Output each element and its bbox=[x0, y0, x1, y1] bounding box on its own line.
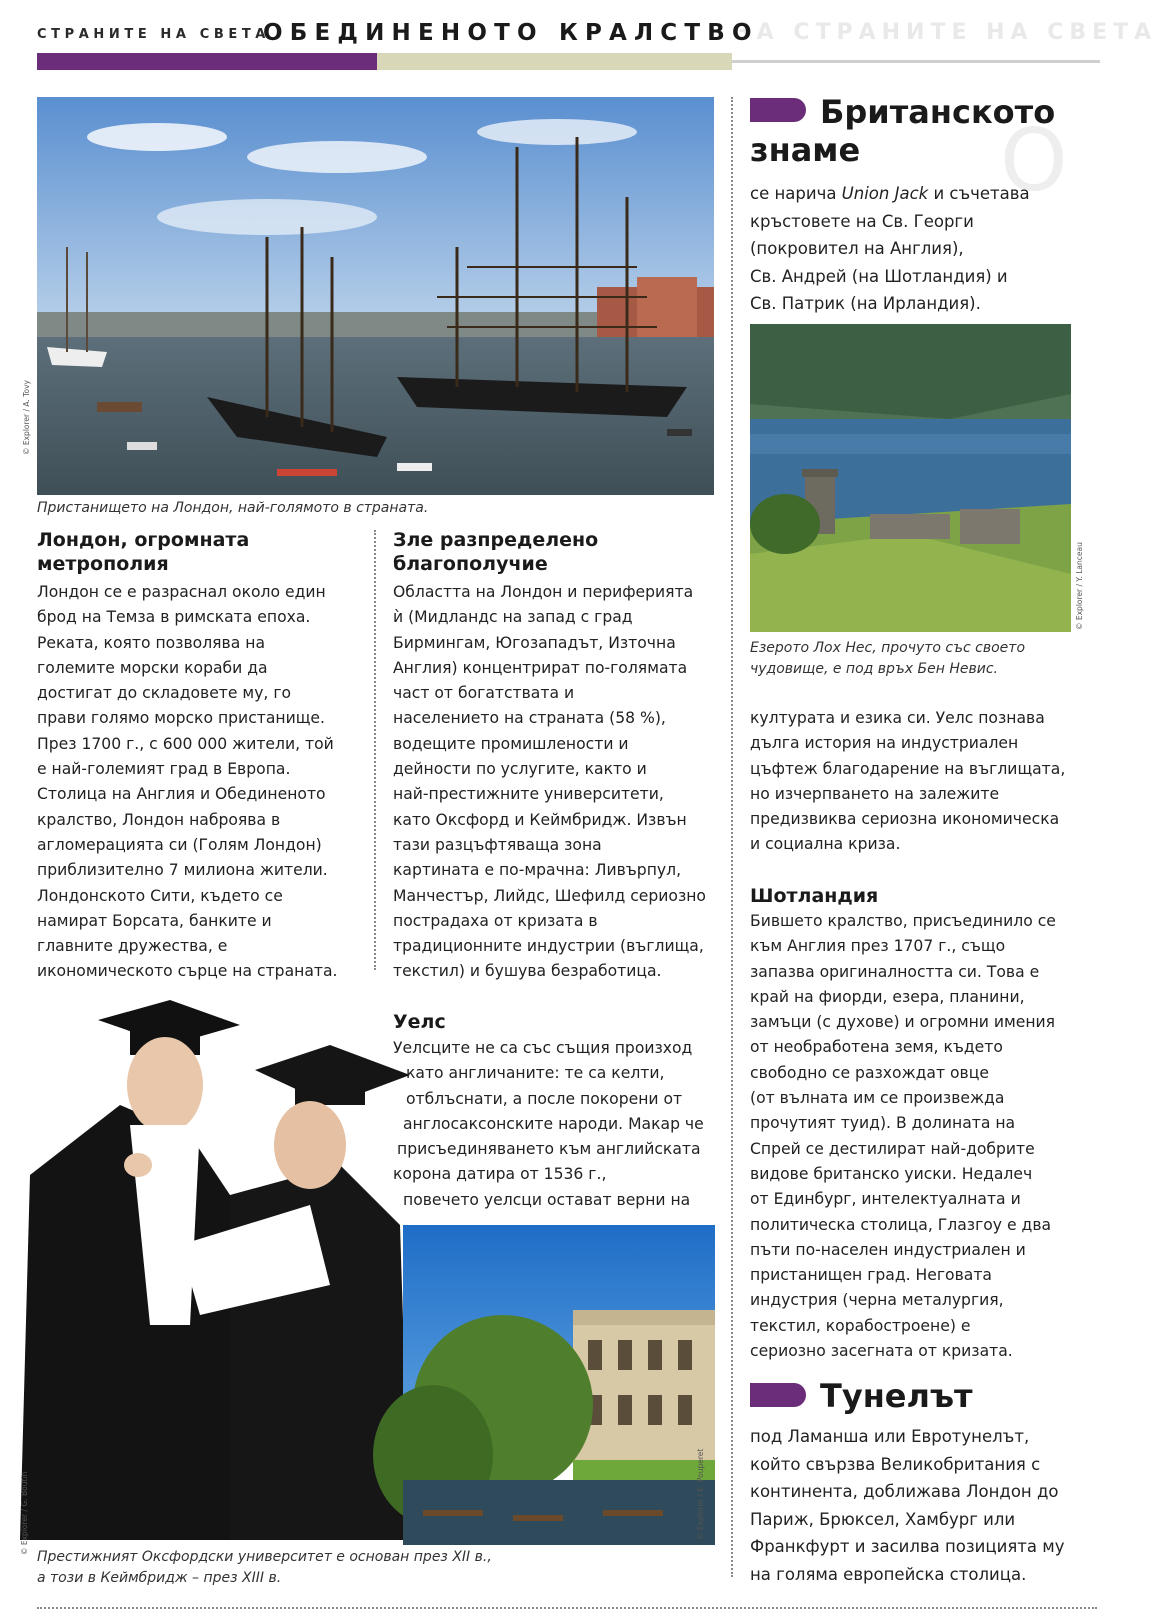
wales-cont-line: и социална криза. bbox=[750, 835, 901, 854]
scotland-line: към Англия през 1707 г., също bbox=[750, 937, 1006, 956]
loch-ness-caption-line-1: Езерото Лох Нес, прочуто със своето bbox=[750, 640, 1026, 656]
scotland-line: политическа столица, Глазгоу е два bbox=[750, 1215, 1052, 1234]
scotland-line: сериозно засегната от кризата. bbox=[750, 1342, 1013, 1361]
tunnel-line: на голяма европейска столица. bbox=[750, 1564, 1027, 1584]
students-photo-credit: © Explorer / G. Boutin bbox=[20, 1471, 29, 1555]
london-line: Лондонското Сити, където се bbox=[37, 886, 283, 905]
wales-line: отблъснати, а после покорени от bbox=[406, 1089, 683, 1108]
prosperity-line: картината е по-мрачна: Ливърпул, bbox=[393, 861, 682, 880]
london-line: агломерацията си (Голям Лондон) bbox=[37, 835, 322, 854]
scotland-line: текстил, корабостроене) е bbox=[750, 1316, 971, 1335]
scotland-line: запазва оригиналността си. Това е bbox=[750, 962, 1040, 981]
harbour-caption: Пристанището на Лондон, най-голямото в страната. bbox=[37, 500, 429, 516]
scotland-line: Спрей се дестилират най-добрите bbox=[750, 1139, 1035, 1158]
london-line: е най-големият град в Европа. bbox=[37, 760, 291, 779]
flag-text bbox=[750, 180, 1090, 318]
universities-caption bbox=[37, 1547, 717, 1589]
london-line: През 1700 г., с 600 000 жители, той bbox=[37, 734, 334, 753]
wales-heading: Уелс bbox=[393, 1011, 446, 1033]
harbour-photo-credit: © Explorer / A. Tovy bbox=[22, 380, 31, 455]
header-rule bbox=[732, 60, 1100, 63]
london-text bbox=[37, 580, 367, 985]
flag-heading bbox=[750, 93, 1090, 169]
cambridge-photo bbox=[403, 1225, 715, 1545]
london-heading-line-1: Лондон, огромната bbox=[37, 529, 250, 551]
scotland-text bbox=[750, 909, 1090, 1364]
footer-rule bbox=[37, 1607, 1097, 1609]
loch-ness-photo bbox=[750, 324, 1071, 632]
prosperity-line: Бирмингам, Югозападът, Източна bbox=[393, 633, 676, 652]
flag-heading-line-2: знаме bbox=[750, 131, 861, 169]
prosperity-line: като Оксфорд и Кеймбридж. Извън bbox=[393, 810, 687, 829]
column-divider-right bbox=[731, 97, 733, 1577]
section-title: СТРАНИТЕ НА СВЕТА bbox=[37, 27, 270, 42]
london-line: приблизително 7 милиона жители. bbox=[37, 861, 328, 880]
wales-continuation-text bbox=[750, 706, 1090, 858]
scotland-line: индустрия (черна металургия, bbox=[750, 1291, 1004, 1310]
prosperity-line: Манчестър, Лийдс, Шефилд сериозно bbox=[393, 886, 706, 905]
wales-cont-line: но изчерпването на залежите bbox=[750, 784, 1000, 803]
students-photo bbox=[10, 995, 410, 1545]
london-line: кралство, Лондон наброява в bbox=[37, 810, 281, 829]
tunnel-line: който свързва Великобритания с bbox=[750, 1454, 1041, 1474]
wales-text bbox=[393, 1036, 723, 1213]
wales-cont-line: предизвиква сериозна икономическа bbox=[750, 810, 1060, 829]
prosperity-line: населението на страната (58 %), bbox=[393, 709, 666, 728]
prosperity-line: тази разцъфтяваща зона bbox=[393, 835, 602, 854]
prosperity-heading-line-1: Зле разпределено bbox=[393, 529, 599, 551]
prosperity-text bbox=[393, 580, 723, 985]
flag-line: Св. Андрей (на Шотландия) и bbox=[750, 266, 1008, 286]
cambridge-photo-credit: © Explorer / E. Pouperet bbox=[696, 1448, 705, 1540]
london-line: Лондон се е разраснал около един bbox=[37, 583, 326, 601]
london-line: прави голямо морско пристанище. bbox=[37, 709, 325, 728]
tunnel-heading: Тунелът bbox=[820, 1377, 973, 1415]
universities-caption-line-1: Престижният Оксфордски университет е основан през XII в., bbox=[37, 1549, 492, 1565]
london-line: главните дружества, е bbox=[37, 937, 228, 956]
tunnel-text bbox=[750, 1423, 1090, 1588]
scotland-line: от Единбург, интелектуалната и bbox=[750, 1190, 1021, 1209]
prosperity-line: традиционните индустрии (въглища, bbox=[393, 937, 704, 956]
wales-line: корона датира от 1536 г., bbox=[393, 1165, 607, 1184]
harbour-photo bbox=[37, 97, 714, 495]
tunnel-line: Париж, Брюксел, Хамбург или bbox=[750, 1509, 1016, 1529]
prosperity-line: Областта на Лондон и периферията bbox=[393, 583, 694, 601]
prosperity-line: най-престижните университети, bbox=[393, 785, 664, 804]
column-divider-left bbox=[374, 530, 376, 970]
tunnel-line: континента, доближава Лондон до bbox=[750, 1482, 1059, 1501]
scotland-line: замъци (с духове) и огромни имения bbox=[750, 1013, 1056, 1032]
prosperity-line: дейности по услугите, както и bbox=[393, 760, 647, 779]
london-heading bbox=[37, 528, 367, 576]
prosperity-line: текстил) и бушува безработица. bbox=[393, 962, 662, 981]
prosperity-line: част от богатствата и bbox=[393, 684, 575, 703]
prosperity-line: ѝ (Мидландс на запад с град bbox=[393, 608, 633, 627]
tunnel-heading-marker bbox=[750, 1383, 806, 1407]
header-ghost-text: ЗА СТРАНИТЕ НА СВЕТА bbox=[735, 20, 1157, 45]
flag-line-1-post: и съчетава bbox=[928, 184, 1030, 203]
scotland-line: видове британско уиски. Недалеч bbox=[750, 1164, 1033, 1183]
prosperity-line: пострадаха от кризата в bbox=[393, 911, 598, 930]
wales-line: повечето уелсци остават верни на bbox=[403, 1190, 691, 1209]
wales-line: англосаксонските народи. Макар че bbox=[403, 1114, 704, 1133]
universities-caption-line-2: а този в Кеймбридж – през XIII в. bbox=[37, 1570, 282, 1586]
wales-line: Уелсците не са със същия произход bbox=[393, 1039, 693, 1057]
scotland-line: край на фиорди, езера, планини, bbox=[750, 987, 1025, 1006]
scotland-line: свободно се разхождат овце bbox=[750, 1063, 989, 1082]
flag-heading-line-1: Британското bbox=[820, 93, 1056, 131]
wales-line: присъединяването към английската bbox=[397, 1140, 701, 1159]
scotland-line: (от вълната им се произвежда bbox=[750, 1089, 1005, 1108]
flag-line: Св. Патрик (на Ирландия). bbox=[750, 294, 981, 313]
loch-ness-caption-line-2: чудовище, е под връх Бен Невис. bbox=[750, 661, 998, 677]
flag-line-1 bbox=[750, 180, 1090, 208]
page-title: ОБЕДИНЕНОТО КРАЛСТВО bbox=[263, 20, 759, 46]
prosperity-line: водещите промишлености и bbox=[393, 734, 629, 753]
prosperity-heading-line-2: благополучие bbox=[393, 553, 548, 575]
london-line: достигат до складовете му, го bbox=[37, 684, 292, 703]
london-heading-line-2: метрополия bbox=[37, 553, 169, 575]
loch-ness-photo-credit: © Explorer / Y. Lanceau bbox=[1075, 542, 1084, 630]
header-accent-bar bbox=[37, 53, 377, 70]
london-line: Реката, която позволява на bbox=[37, 633, 266, 652]
london-line: икономическото сърце на страната. bbox=[37, 962, 338, 981]
wales-cont-line: културата и езика си. Уелс познава bbox=[750, 709, 1045, 727]
london-line: Столица на Англия и Обединеното bbox=[37, 785, 326, 804]
background-ghost-text: О bbox=[1000, 111, 1068, 211]
prosperity-heading bbox=[393, 528, 723, 576]
prosperity-line: Англия) концентрират по-голямата bbox=[393, 658, 688, 677]
loch-ness-caption bbox=[750, 638, 1090, 680]
wales-cont-line: цъфтеж благодарение на въглищата, bbox=[750, 759, 1066, 778]
scotland-heading: Шотландия bbox=[750, 885, 879, 907]
union-jack-term: Union Jack bbox=[841, 184, 929, 203]
london-line: брод на Темза в римската епоха. bbox=[37, 608, 311, 627]
london-line: намират Борсата, банките и bbox=[37, 911, 272, 930]
london-line: големите морски кораби да bbox=[37, 658, 268, 677]
scotland-line: пристанищен град. Неговата bbox=[750, 1266, 992, 1285]
tunnel-line: под Ламанша или Евротунелът, bbox=[750, 1427, 1030, 1446]
flag-line: (покровител на Англия), bbox=[750, 239, 964, 258]
wales-cont-line: дълга история на индустриален bbox=[750, 734, 1019, 753]
scotland-line: пъти по-населен индустриален и bbox=[750, 1240, 1026, 1259]
scotland-line: прочутият туид). В долината на bbox=[750, 1114, 1016, 1133]
scotland-line: от необработена земя, където bbox=[750, 1038, 1003, 1057]
header-beige-bar bbox=[377, 53, 732, 70]
tunnel-line: Франкфурт и засилва позицията му bbox=[750, 1537, 1065, 1556]
scotland-line: Бившето кралство, присъединило се bbox=[750, 912, 1056, 930]
flag-line-1-pre: се нарича bbox=[750, 184, 842, 203]
wales-line: като англичаните: те са келти, bbox=[406, 1064, 665, 1083]
flag-line: кръстовете на Св. Георги bbox=[750, 211, 974, 231]
